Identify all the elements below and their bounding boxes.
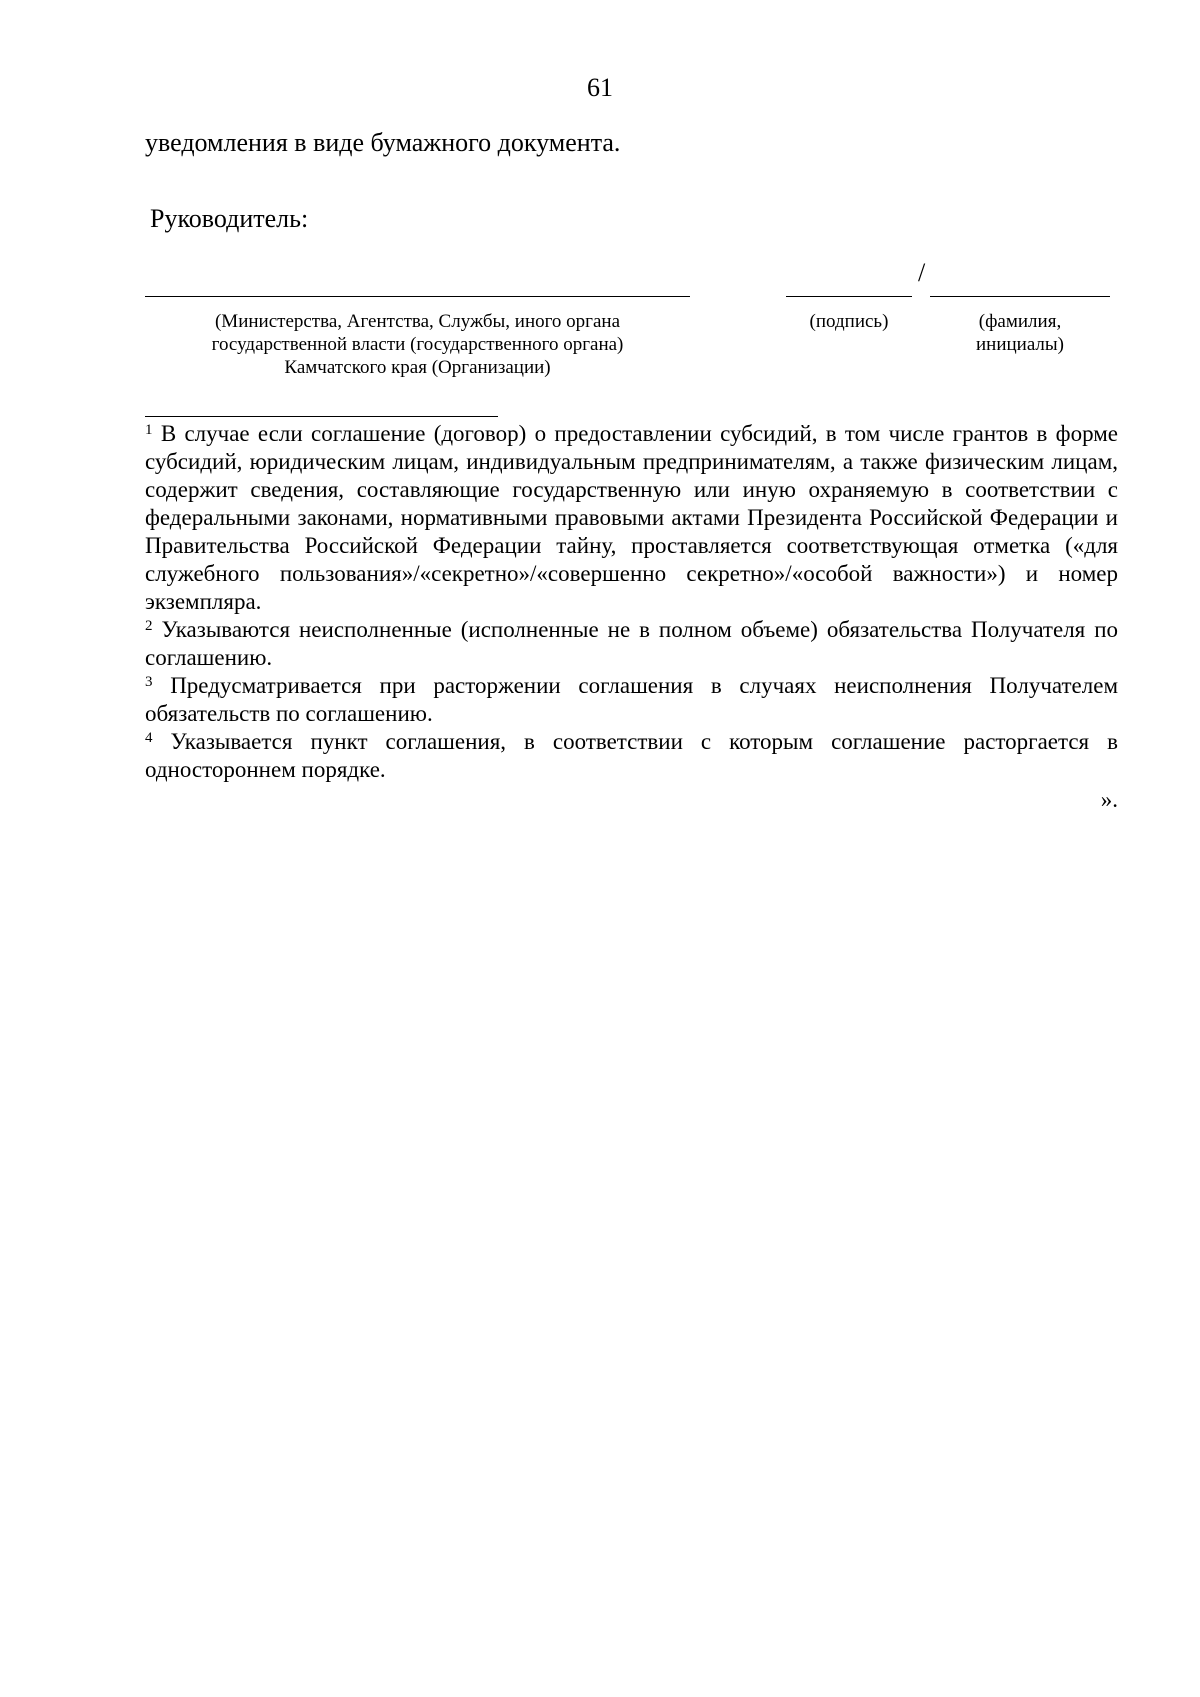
head-label: Руководитель: — [150, 204, 309, 233]
signature-caption: (подпись) — [809, 311, 889, 332]
organization-caption-line: (Министерства, Агентства, Службы, иного органа — [214, 311, 621, 332]
footnote-3 — [145, 672, 1118, 728]
footnote-text: Указывается пункт соглашения, в соответствии с которым соглашение расторгается в одностороннем порядке. — [145, 729, 1118, 782]
organization-caption-line: Камчатского края (Организации) — [284, 357, 551, 378]
page-number: 61 — [587, 73, 613, 102]
name-caption-line: (фамилия, — [978, 311, 1062, 332]
footnote-text: Указываются неисполненные (исполненные не в полном объеме) обязательства Получателя по соглашению. — [145, 617, 1119, 670]
footnote-mark: 3 — [145, 674, 153, 690]
footnote-text: В случае если соглашение (договор) о предоставлении субсидий, в том числе грантов в форме субсидий, юридическим лицам, индивидуальным предпринимателям, а также физическим лицам, содержит сведения, составляющие государственную или иную охраняемую в соответствии с федеральными законами, нормативными правовыми актами Президента Российской Федерации и Правительства Российской Федерации тайну, проставляется соответствующая отметка («для служебного пользования»/«секретно»/«совершенно секретно»/«особой важности») и номер экземпляра. — [145, 421, 1119, 614]
continuation-text: уведомления в виде бумажного документа. — [145, 128, 621, 157]
footnote-mark: 4 — [145, 730, 153, 746]
footnote-2 — [145, 616, 1118, 672]
organization-signature-line — [145, 296, 690, 297]
name-caption — [930, 310, 1110, 356]
footnote-mark: 2 — [145, 618, 153, 634]
footnote-mark: 1 — [145, 422, 153, 438]
organization-caption-line: государственной власти (государственного органа) — [211, 334, 624, 355]
footnote-1 — [145, 420, 1118, 616]
signature-line — [786, 296, 912, 297]
signature-separator: / — [918, 258, 926, 287]
footnote-text: Предусматривается при расторжении соглашения в случаях неисполнения Получателем обязательств по соглашению. — [145, 673, 1119, 726]
name-caption-line: инициалы) — [975, 334, 1064, 355]
footnote-4 — [145, 728, 1118, 784]
footnotes — [145, 420, 1118, 784]
closing-quote: ». — [1100, 787, 1118, 812]
name-line — [930, 296, 1110, 297]
footnote-separator — [145, 416, 498, 417]
organization-caption — [145, 310, 690, 379]
